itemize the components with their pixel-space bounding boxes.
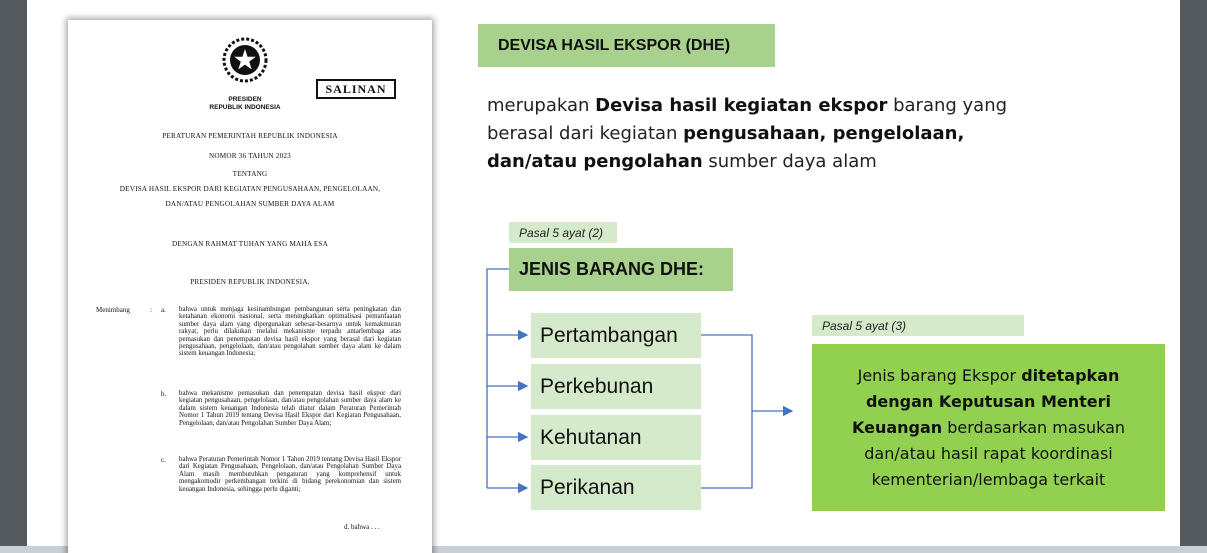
regulation-document-page [68, 20, 432, 553]
doc-colon: : [150, 306, 152, 314]
doc-subject-line1: DEVISA HASIL EKSPOR DARI KEGIATAN PENGUSAHAAN, PENGELOLAAN, [119, 185, 381, 193]
doc-clause-marker-b: b. [161, 390, 167, 398]
doc-continuation: d. bahwa . . . [344, 523, 380, 531]
doc-president: PRESIDEN REPUBLIK INDONESIA, [190, 278, 310, 286]
doc-tentang: TENTANG [232, 170, 268, 178]
category-kehutanan: Kehutanan [531, 415, 701, 460]
dhe-title: DEVISA HASIL EKSPOR (DHE) [478, 24, 775, 67]
pasal-5-ayat-2-label: Pasal 5 ayat (2) [509, 222, 617, 243]
category-pertambangan: Pertambangan [531, 313, 701, 358]
doc-regulation-title: PERATURAN PEMERINTAH REPUBLIK INDONESIA [162, 132, 338, 140]
doc-clause-marker-c: c. [161, 456, 166, 464]
doc-clause-a: bahwa untuk menjaga kesinambungan pembangunan serta peningkatan dan ketahanan ekonomi nasional, serta meningkatkan optimalisasi pemanfaatan sumber daya alam yang dipergunakan sebesar-besarnya untuk kemakmuran rakyat, perlu dilakukan melalui mekanisme terpadu antarlembaga atas pemasukan dan penempatan devisa hasil ekspor yang berasal dari kegiatan pengusahaan, pengelolaan, dan/atau pengolahan sumber daya alam ke dalam sistem keuangan Indonesia; [179, 306, 401, 358]
doc-regulation-number: NOMOR 36 TAHUN 2023 [209, 152, 291, 160]
dhe-definition: merupakan Devisa hasil kegiatan ekspor barang yang berasal dari kegiatan pengusahaan, pengelolaan, dan/atau pengolahan sumber daya alam [487, 95, 1008, 172]
doc-clause-marker-a: a. [161, 306, 166, 314]
category-perkebunan: Perkebunan [531, 364, 701, 409]
category-perikanan: Perikanan [531, 465, 701, 510]
result-description: Jenis barang Ekspor ditetapkan dengan Keputusan Menteri Keuangan berdasarkan masukan dan/atau hasil rapat koordinasi kementerian/lembaga terkait [812, 344, 1165, 511]
salinan-stamp: SALINAN [316, 79, 396, 99]
doc-subject-line2: DAN/ATAU PENGOLAHAN SUMBER DAYA ALAM [165, 200, 335, 208]
garuda-emblem-icon [221, 36, 269, 84]
doc-clause-c: bahwa Peraturan Pemerintah Nomor 1 Tahun 2019 tentang Devisa Hasil Ekspor dari Kegiatan Pengusahaan, Pengelolaan, dan/atau Pengolahan Sumber Daya Alam masih membutuhkan pengaturan yang komprehensif untuk mengakomodir perkembangan terkini di bidang perekonomian dan sistem keuangan Indonesia, sehingga perlu diganti; [179, 456, 401, 493]
jenis-barang-title: JENIS BARANG DHE: [509, 248, 733, 291]
doc-clause-b: bahwa mekanisme pemasukan dan penempatan devisa hasil ekspor dari kegiatan pengusahaan, pengelolaan, dan/atau pengolahan sumber daya alam ke dalam sistem keuangan Indonesia telah diatur dalam Peraturan Pemerintah Nomor 1 Tahun 2019 tentang Devisa Hasil Ekspor dari Kegiatan Pengusahaan, Pengelolaan, dan/atau Pengolahan Sumber Daya Alam; [179, 390, 401, 427]
doc-menimbang-label: Menimbang [96, 306, 130, 314]
doc-blessing: DENGAN RAHMAT TUHAN YANG MAHA ESA [171, 240, 328, 248]
president-label: PRESIDEN REPUBLIK INDONESIA [209, 96, 281, 111]
pasal-5-ayat-3-label: Pasal 5 ayat (3) [812, 315, 1024, 336]
